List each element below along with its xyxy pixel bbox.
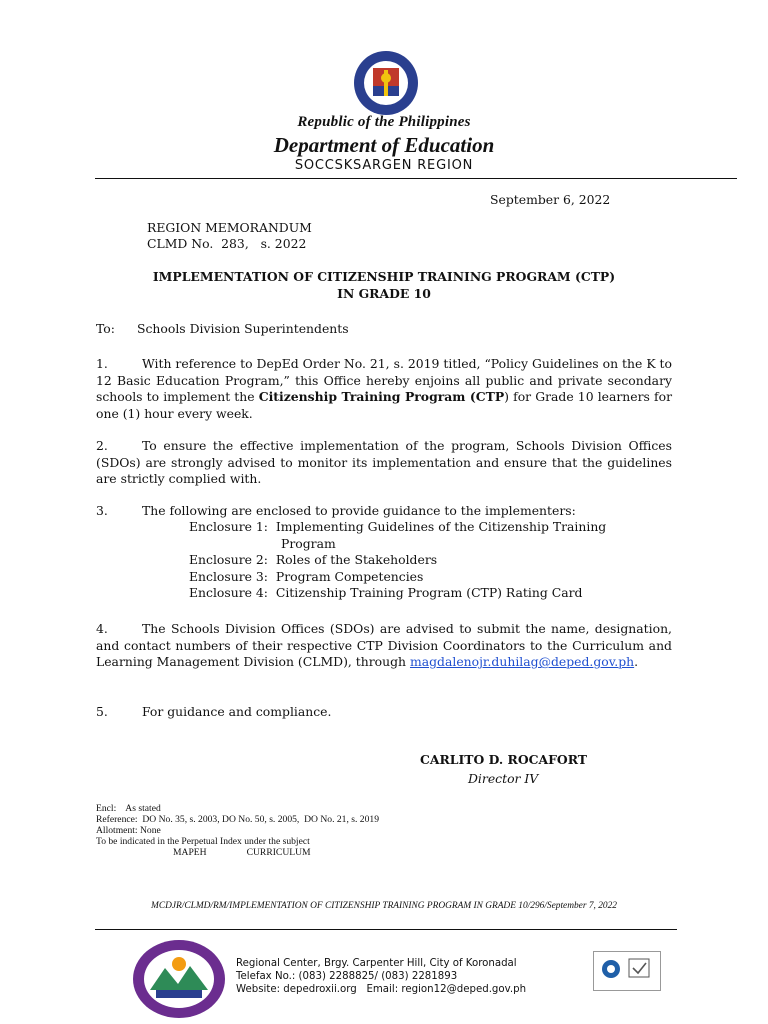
note-subject-b: CURRICULUM [246, 847, 311, 858]
paragraph-1 [96, 356, 672, 422]
footer-contact [236, 957, 526, 996]
footer-divider [95, 929, 677, 930]
paragraph-4 [96, 621, 672, 671]
document-reference-line: MCDJR/CLMD/RM/IMPLEMENTATION OF CITIZENSHIP TRAINING PROGRAM IN GRADE 10/296/September 7, 2022 [151, 901, 617, 911]
footnotes [96, 803, 379, 858]
memo-header [147, 220, 312, 252]
paragraph-text: For guidance and compliance. [142, 704, 332, 719]
subject-line-1: IMPLEMENTATION OF CITIZENSHIP TRAINING PROGRAM (CTP) [152, 269, 616, 284]
department-heading: Department of Education [273, 133, 495, 157]
enclosure-1-cont: Program [281, 535, 336, 551]
signatory-name: CARLITO D. ROCAFORT [420, 752, 587, 767]
subject-line-2: IN GRADE 10 [337, 286, 431, 301]
note-enclosure: Encl: As stated [96, 803, 161, 814]
paragraph-5 [96, 704, 672, 721]
paragraph-text: To ensure the effective implementation of the program, Schools Division Offices (SDOs) are strongly advised to monitor its implementation and ensure that the guidelines are strictly complied with. [96, 438, 672, 487]
paragraph-bold-text: Citizenship Training Program (CTP [258, 389, 505, 405]
enclosure-4: Enclosure 4: Citizenship Training Program (CTP) Rating Card [189, 585, 583, 601]
note-perpetual-index: To be indicated in the Perpetual Index under the subject [96, 836, 310, 847]
enclosure-2: Enclosure 2: Roles of the Stakeholders [189, 552, 438, 568]
note-allotment: Allotment: None [96, 825, 161, 836]
region-label: SOCCSKSARGEN REGION [291, 158, 477, 173]
memo-type: REGION MEMORANDUM [147, 220, 312, 235]
paragraph-number: 1. [96, 356, 108, 371]
addressee-value: Schools Division Superintendents [137, 321, 349, 336]
region-xii-logo [130, 938, 228, 1020]
paragraph-text: The Schools Division Offices (SDOs) are advised to submit the name, designation, and contact numbers of their respective CTP Division Coordinators to the Curriculum and Learning Management Division (CLMD), through [96, 621, 672, 670]
memo-date: September 6, 2022 [490, 192, 611, 207]
paragraph-number: 3. [96, 503, 108, 518]
enclosure-list [189, 519, 606, 602]
addressee-label: To: [96, 321, 115, 336]
email-link[interactable]: magdalenojr.duhilag@deped.gov.ph [409, 654, 635, 670]
footer-web-email: Website: depedroxii.org Email: region12@deped.gov.ph [236, 984, 527, 995]
addressee [96, 321, 349, 338]
note-subjects [96, 847, 379, 858]
header-divider [95, 178, 737, 179]
republic-heading: Republic of the Philippines [297, 114, 471, 130]
paragraph-text-end: . [634, 654, 639, 670]
footer-telefax: Telefax No.: (083) 2288825/ (083) 2281893 [236, 971, 458, 982]
iso-certification-badge [593, 951, 661, 991]
memo-subject [0, 268, 768, 302]
paragraph-3 [96, 503, 672, 520]
memo-number: CLMD No. 283, s. 2022 [147, 236, 307, 251]
enclosure-1: Enclosure 1: Implementing Guidelines of the Citizenship Training [189, 519, 607, 534]
signatory-title: Director IV [468, 771, 539, 786]
note-subject-a: MAPEH [173, 847, 207, 858]
paragraph-text: The following are enclosed to provide guidance to the implementers: [142, 503, 576, 518]
note-reference: Reference: DO No. 35, s. 2003, DO No. 50, s. 2005, DO No. 21, s. 2019 [96, 814, 379, 825]
paragraph-number: 5. [96, 704, 108, 719]
paragraph-2 [96, 438, 672, 488]
footer-address: Regional Center, Brgy. Carpenter Hill, City of Koronadal [236, 958, 517, 969]
paragraph-number: 2. [96, 438, 108, 453]
paragraph-text: With reference to DepEd Order No. 21, s. 2019 titled, “Policy Guidelines on the K to 12 Basic Education Program,” this Office hereby enjoins all public and private secondary schools to implement the [96, 356, 672, 405]
paragraph-text-end: ) for Grade 10 learners for one (1) hour every week. [96, 389, 672, 421]
enclosure-3: Enclosure 3: Program Competencies [189, 568, 424, 584]
paragraph-number: 4. [96, 621, 108, 636]
deped-seal-logo [353, 50, 419, 116]
region-heading [0, 158, 768, 173]
